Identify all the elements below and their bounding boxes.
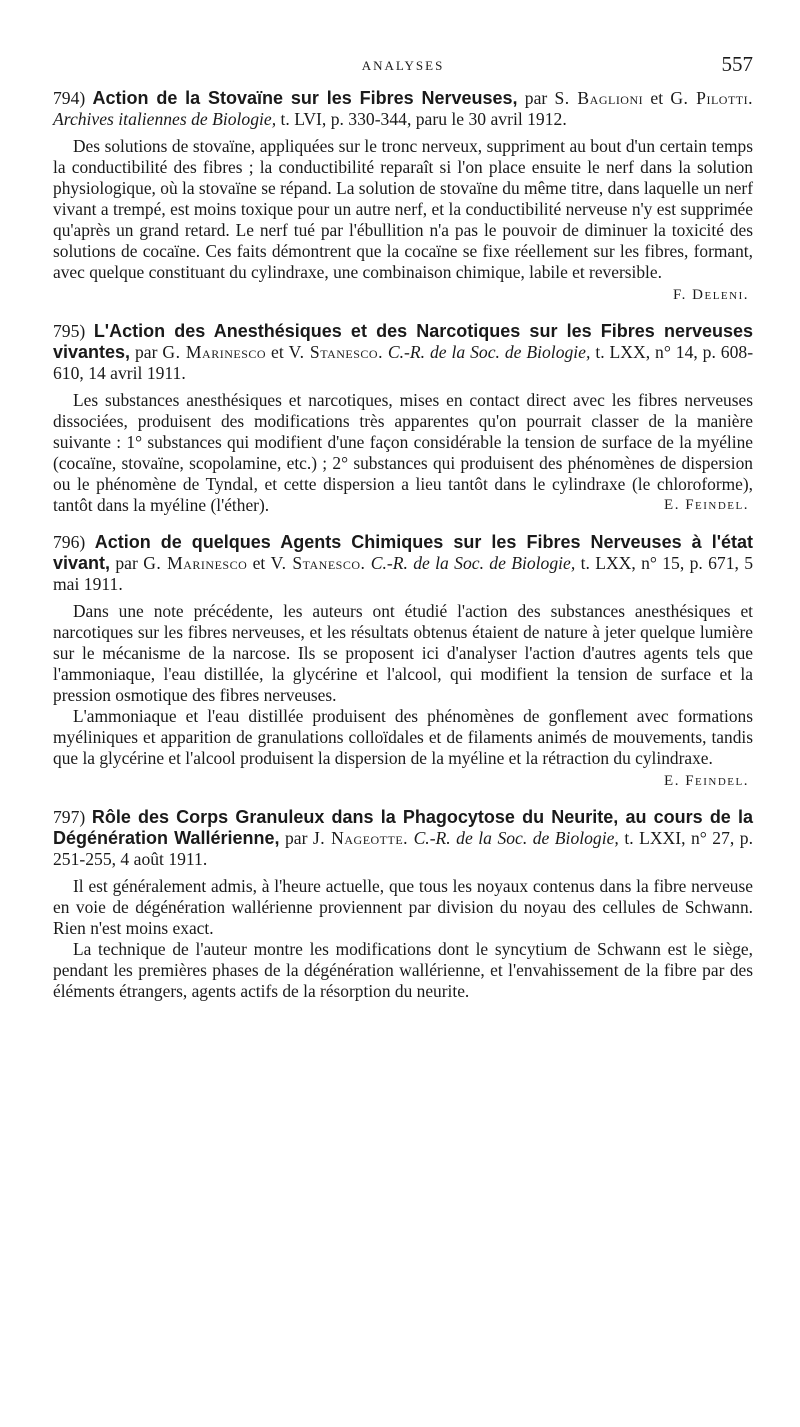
document-page bbox=[53, 52, 753, 1018]
abstract-entry-797 bbox=[53, 807, 753, 1002]
author-name: G. Marinesco bbox=[143, 553, 248, 573]
journal-name: C.-R. de la Soc. de Biologie, bbox=[370, 553, 576, 573]
citation: t. LXXI, n° 27, p. 251-255, 4 août 1911. bbox=[53, 828, 753, 869]
and-word: et bbox=[650, 88, 664, 108]
abstract-paragraph bbox=[53, 390, 753, 516]
entry-number: 796) bbox=[53, 532, 86, 552]
author-name: V. Stanesco. bbox=[288, 342, 383, 362]
reviewer-signature: F. Deleni. bbox=[673, 287, 749, 303]
journal-name: Archives italiennes de Biologie, bbox=[53, 109, 277, 129]
journal-name: C.-R. de la Soc. de Biologie, bbox=[387, 342, 591, 362]
citation: t. LVI, p. 330-344, paru le 30 avril 1912. bbox=[280, 109, 567, 129]
author-name: G. Marinesco bbox=[162, 342, 267, 362]
entry-heading bbox=[53, 88, 753, 130]
abstract-paragraph: La technique de l'auteur montre les modifications dont le syncytium de Schwann est le siège, pendant les premières phases de la dégénération wallérienne, et l'envahissement de la fibre par des éléments étrangers, agents actifs de la résorption du neurite. bbox=[53, 939, 753, 1001]
entry-title: L'Action des Anesthésiques et des Narcotiques sur les Fibres nerveuses vivantes, bbox=[53, 321, 754, 362]
abstract-entry-795 bbox=[53, 321, 753, 516]
running-title: ANALYSES bbox=[361, 58, 445, 73]
abstract-text: Les substances anesthésiques et narcotiques, mises en contact direct avec les fibres nerveuses dissociées, produisent des modifications très apparentes qu'on pourrait classer de la manière suivante : 1° substances qui modifient d'une façon considérable la tension de surface de la myéline (cocaïne, stovaïne, scopolamine, etc.) ; 2° substances qui produisent des phénomènes de dispersion ou le phénomène de Tyndal, et cette dispersion a lieu tantôt dans le cylindraxe (le chloroforme), tantôt dans la myéline (l'éther). bbox=[53, 390, 753, 515]
citation: t. LXX, n° 15, p. 671, 5 mai 1911. bbox=[53, 553, 754, 594]
entry-title: Action de quelques Agents Chimiques sur les Fibres Nerveuses à l'état vivant, bbox=[53, 532, 753, 573]
abstract-entry-794 bbox=[53, 88, 753, 305]
reviewer-signature: E. Feindel. bbox=[664, 497, 749, 513]
entry-heading bbox=[53, 807, 753, 870]
author-name: S. Baglioni bbox=[554, 88, 644, 108]
by-word: par bbox=[134, 342, 158, 362]
author-name: V. Stanesco. bbox=[270, 553, 366, 573]
reviewer-signature: E. Feindel. bbox=[664, 773, 749, 789]
abstract-paragraph: L'ammoniaque et l'eau distillée produisent des phénomènes de gonflement avec formations myéliniques et apparition de granulations colloïdales et de filaments animés de mouvements, tandis que la glycérine et l'alcool produisent la dispersion de la myéline et la rétraction du cylindraxe. bbox=[53, 706, 753, 768]
page-number: 557 bbox=[721, 52, 753, 76]
abstract-paragraph: Il est généralement admis, à l'heure actuelle, que tous les noyaux contenus dans la fibre nerveuse en voie de dégénération wallérienne proviennent par division du noyau des cellules de Schwann. Rien n'est moins exact. bbox=[53, 876, 753, 938]
entry-heading bbox=[53, 321, 753, 384]
entry-number: 795) bbox=[53, 321, 86, 341]
journal-name: C.-R. de la Soc. de Biologie, bbox=[413, 828, 619, 848]
entry-title: Rôle des Corps Granuleux dans la Phagocytose du Neurite, au cours de la Dégénération Wallérienne, bbox=[53, 807, 754, 848]
author-name: J. Nageotte. bbox=[312, 828, 409, 848]
abstract-entry-796 bbox=[53, 532, 753, 791]
running-head bbox=[53, 52, 753, 88]
by-word: par bbox=[524, 88, 548, 108]
and-word: et bbox=[271, 342, 284, 362]
abstract-paragraph: Dans une note précédente, les auteurs ont étudié l'action des substances anesthésiques et narcotiques sur les fibres nerveuses, et les résultats obtenus étaient de nature à jeter quelque lumière sur le mécanisme de la narcose. Ils se proposent ici d'analyser l'action d'autres agents tels que l'ammoniaque, l'eau distillée, la glycérine et l'alcool, qui modifient la tension de surface et la pression osmotique des fibres nerveuses. bbox=[53, 601, 753, 705]
by-word: par bbox=[284, 828, 308, 848]
by-word: par bbox=[115, 553, 138, 573]
citation: t. LXX, n° 14, p. 608-610, 14 avril 1911. bbox=[53, 342, 754, 383]
and-word: et bbox=[252, 553, 266, 573]
entry-number: 797) bbox=[53, 807, 86, 827]
entry-heading bbox=[53, 532, 753, 595]
author-name: G. Pilotti. bbox=[670, 88, 754, 108]
abstract-paragraph: Des solutions de stovaïne, appliquées sur le tronc nerveux, suppriment au bout d'un certain temps la conductibilité des fibres ; la conductibilité reparaît si l'on place ensuite le nerf dans la solution physiologique, où la stovaïne se répand. La solution de stovaïne du même titre, dans laquelle un nerf vivant a trempé, est moins toxique pour un autre nerf, et la conductibilité nerveuse n'y est supprimée qu'après un grand retard. Le nerf tué par l'ébullition n'a pas le pouvoir de diminuer la toxicité des solutions de cocaïne. Ces faits démontrent que la cocaïne se fixe réellement sur les fibres, formant, avec quelque constituant du cylindraxe, une combinaison chimique, labile et reversible. bbox=[53, 136, 753, 282]
entry-number: 794) bbox=[53, 88, 86, 108]
entry-title: Action de la Stovaïne sur les Fibres Nerveuses, bbox=[92, 88, 518, 108]
